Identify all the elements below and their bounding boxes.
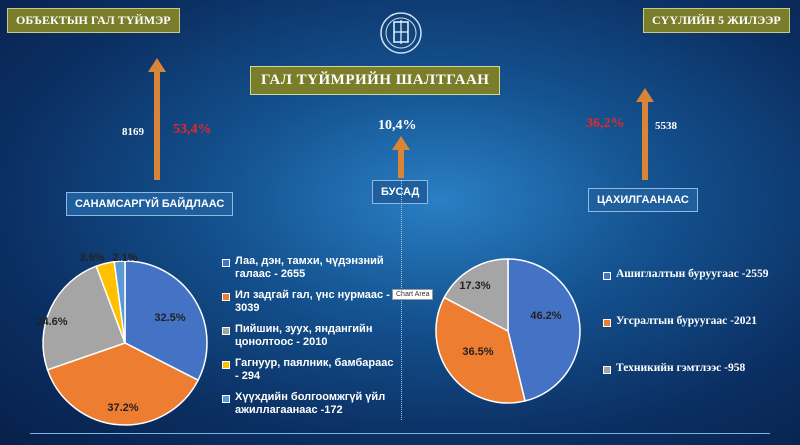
legend2-text-2: Техникийн гэмтлээс -958 bbox=[616, 362, 746, 374]
legend1-item-0 bbox=[222, 255, 397, 281]
legend1-swatch-1 bbox=[222, 293, 230, 301]
bottom-divider bbox=[30, 433, 770, 434]
left-pie-chart bbox=[30, 253, 220, 433]
legend1-text-4: Хүүхдийн болгоомжгүй үйл ажиллагаанаас -172 bbox=[235, 391, 386, 416]
legend1-item-3 bbox=[222, 357, 397, 383]
legend1-text-0: Лаа, дэн, тамхи, чүдэнзний галаас - 2655 bbox=[235, 255, 384, 280]
legend1-text-2: Пийшин, зуух, яндангийн цонолтоос - 2010 bbox=[235, 323, 373, 348]
left-legend bbox=[222, 255, 397, 425]
pie2-label-1: 36.5% bbox=[462, 346, 494, 358]
left-count: 8169 bbox=[122, 126, 144, 138]
page-title: ГАЛ ТҮЙМРИЙН ШАЛТГААН bbox=[250, 66, 500, 95]
legend1-item-2 bbox=[222, 323, 397, 349]
left-arrow-icon bbox=[154, 72, 160, 180]
legend1-swatch-2 bbox=[222, 327, 230, 335]
legend2-item-0 bbox=[603, 268, 793, 281]
legend2-swatch-0 bbox=[603, 272, 611, 280]
left-group-label: САНАМСАРГҮЙ БАЙДЛААС bbox=[66, 192, 233, 216]
right-group-label: ЦАХИЛГААНААС bbox=[588, 188, 698, 212]
right-header-tag: СҮҮЛИЙН 5 ЖИЛЭЭР bbox=[643, 8, 790, 33]
pie1-label-1: 37.2% bbox=[107, 402, 139, 414]
middle-percent: 10,4% bbox=[378, 118, 417, 133]
legend2-swatch-1 bbox=[603, 319, 611, 327]
left-percent: 53,4% bbox=[173, 122, 212, 137]
right-arrow-icon bbox=[642, 102, 648, 180]
legend2-item-2 bbox=[603, 362, 793, 375]
middle-arrow-icon bbox=[398, 150, 404, 178]
pie2-label-0: 46.2% bbox=[530, 310, 562, 322]
legend2-text-1: Угсралтын буруугаас -2021 bbox=[616, 315, 757, 327]
legend2-swatch-2 bbox=[603, 366, 611, 374]
legend1-item-4 bbox=[222, 391, 397, 417]
right-pie-chart bbox=[428, 253, 588, 408]
legend1-item-1 bbox=[222, 289, 397, 315]
legend1-text-3: Гагнуур, паялник, бамбараас - 294 bbox=[235, 357, 394, 382]
legend1-text-1: Ил задгай гал, үнс нурмаас - 3039 bbox=[235, 289, 390, 314]
middle-group-label: БУСАД bbox=[372, 180, 428, 204]
pie1-label-4: 2.1% bbox=[112, 253, 138, 264]
pie2-label-2: 17.3% bbox=[459, 280, 491, 292]
pie1-label-2: 24.6% bbox=[36, 316, 68, 328]
legend1-swatch-0 bbox=[222, 259, 230, 267]
chart-area-tooltip: Chart Area bbox=[392, 289, 433, 300]
right-percent: 36,2% bbox=[586, 116, 625, 131]
right-count: 5538 bbox=[655, 120, 677, 132]
pie1-label-0: 32.5% bbox=[154, 312, 186, 324]
pie1-label-3: 3.6% bbox=[79, 253, 105, 264]
divider bbox=[401, 180, 402, 420]
legend1-swatch-4 bbox=[222, 395, 230, 403]
left-header-tag: ОБЪЕКТЫН ГАЛ ТҮЙМЭР bbox=[7, 8, 180, 33]
emblem-icon bbox=[378, 10, 424, 56]
legend2-item-1 bbox=[603, 315, 793, 328]
right-legend bbox=[603, 268, 793, 409]
legend1-swatch-3 bbox=[222, 361, 230, 369]
legend2-text-0: Ашиглалтын буруугаас -2559 bbox=[616, 268, 769, 280]
